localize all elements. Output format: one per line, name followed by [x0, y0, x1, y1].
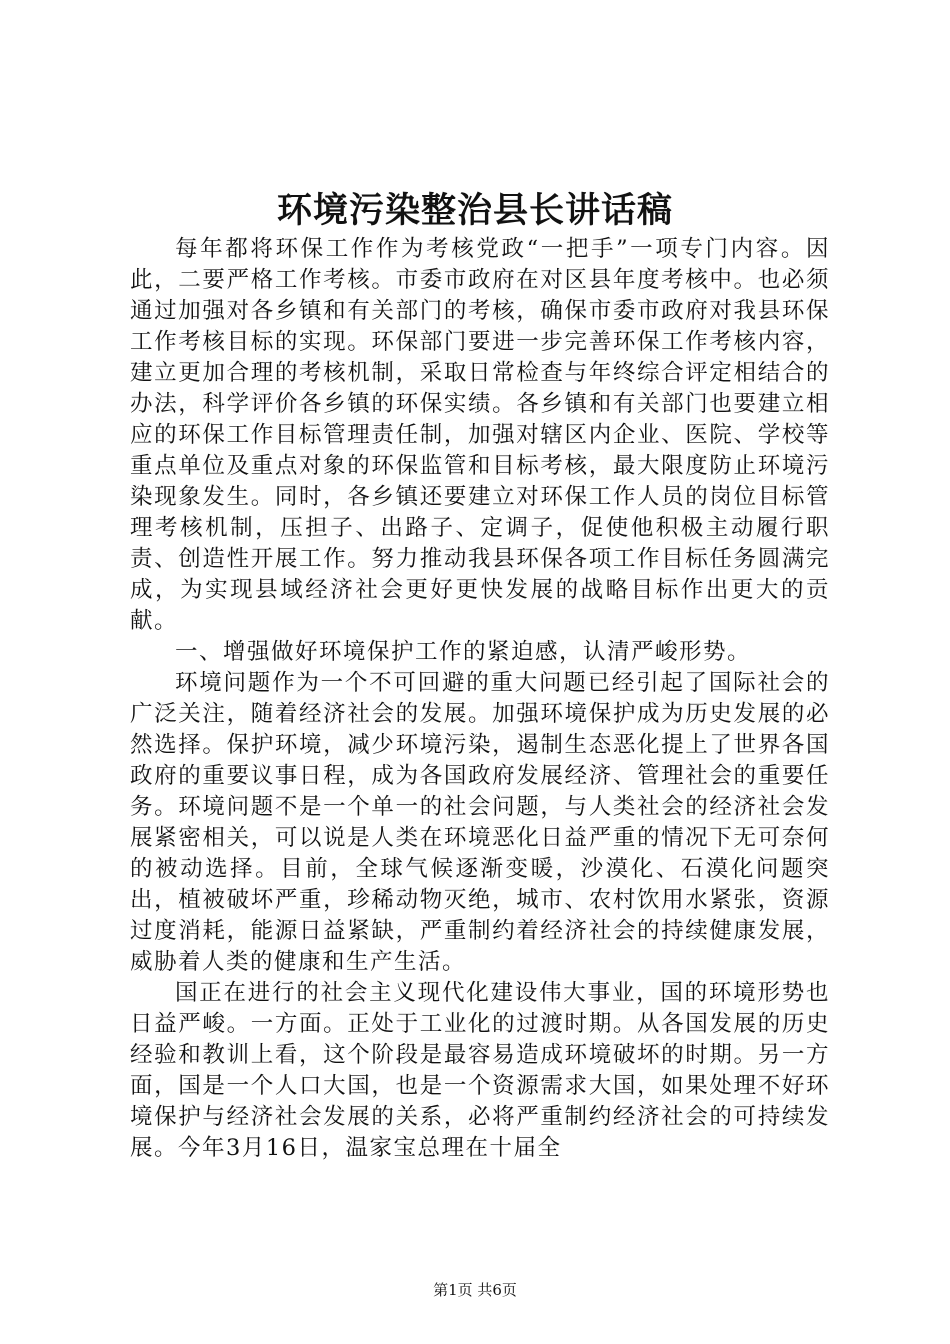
paragraph-global-environment: 环境问题作为一个不可回避的重大问题已经引起了国际社会的广泛关注，随着经济社会的发展。加强环境保护成为历史发展的必然选择。保护环境，减少环境污染，遏制生态恶化提上了世界各国政府的重要议事日程，成为各国政府发展经济、管理社会的重要任务。环境问题不是一个单一的社会问题，与人类社会的经济社会发展紧密相关，可以说是人类在环境恶化日益严重的情况下无可奈何的被动选择。目前，全球气候逐渐变暖，沙漠化、石漠化问题突出，植被破坏严重，珍稀动物灭绝，城市、农村饮用水紧张，资源过度消耗，能源日益紧缺，严重制约着经济社会的持续健康发展，威胁着人类的健康和生产生活。 — [130, 670, 830, 975]
document-title: 环境污染整治县长讲话稿 — [276, 190, 673, 231]
paragraph-assessment: 每年都将环保工作作为考核党政“一把手”一项专门内容。因此，二要严格工作考核。市委市政府在对区县年度考核中。也必须通过加强对各乡镇和有关部门的考核，确保市委市政府对我县环保工作考核目标的实现。环保部门要进一步完善环保工作考核内容，建立更加合理的考核机制，采取日常检查与年终综合评定相结合的办法，科学评价各乡镇的环保实绩。各乡镇和有关部门也要建立相应的环保工作目标管理责任制，加强对辖区内企业、医院、学校等重点单位及重点对象的环保监管和目标考核，最大限度防止环境污染现象发生。同时，各乡镇还要建立对环保工作人员的岗位目标管理考核机制，压担子、出路子、定调子，促使他积极主动履行职责、创造性开展工作。努力推动我县环保各项工作目标任务圆满完成，为实现县域经济社会更好更快发展的战略目标作出更大的贡献。 — [130, 236, 830, 634]
section-heading-urgency: 一、增强做好环境保护工作的紧迫感，认清严峻形势。 — [175, 639, 752, 665]
document-body — [130, 234, 830, 1164]
paragraph-national-situation: 国正在进行的社会主义现代化建设伟大事业，国的环境形势也日益严峻。一方面。正处于工业化的过渡时期。从各国发展的历史经验和教训上看，这个阶段是最容易造成环境破坏的时期。另一方面，国是一个人口大国，也是一个资源需求大国，如果处理不好环境保护与经济社会发展的关系，必将严重制约经济社会的可持续发展。今年3月16日，温家宝总理在十届全 — [130, 980, 830, 1161]
page-number-footer: 第1页 共6页 — [433, 1281, 517, 1299]
